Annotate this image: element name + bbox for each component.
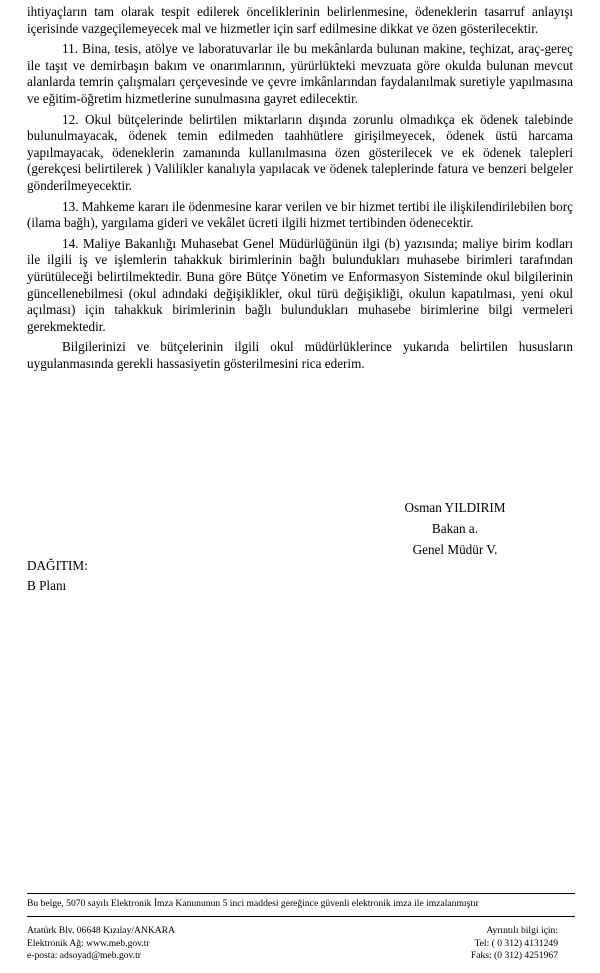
signature-block	[395, 497, 515, 560]
distribution-heading: DAĞITIM:	[27, 558, 88, 573]
paragraph-11: 11. Bina, tesis, atölye ve laboratuvarlar ile bu mekânlarda bulunan makine, teçhizat, araç-gereç ile taşıt ve demirbaşın bakım ve onarımlarının, yürürlükteki mevzuata göre okulda bulunan mevcut alanlarda temrin çalışmaları çerçevesinde ve çevre imkânlarından faydalanılmak suretiyle yapılmasına ve eğitim-öğretim hizmetlerine sunulmasına gayret edilecektir.	[27, 41, 573, 106]
website-link[interactable]: Elektronik Ağ: www.meb.gov.tr	[27, 937, 150, 949]
signatory-name: Osman YILDIRIM	[404, 500, 506, 515]
paragraph-12: 12. Okul bütçelerinde belirtilen miktarların dışında zorunlu olmadıkça ek ödenek talebinde bulunulmayacak, ödenek temin edilmeden taahhütlere girişilmeyecek, ödenek üstü harcama yapılmayacak, ödeneklerin zamanında kullanılmasına özen gösterilecek ve ek ödenek talepleri (gerekçesi belirtilerek ) Valilikler kanalıyla yapılacak ve ödenek taleplerinde fatura ve benzeri belgeler gönderilmeyecektir.	[27, 111, 573, 193]
signatory-line-2: Genel Müdür V.	[412, 542, 498, 557]
distribution-item: B Planı	[27, 578, 67, 593]
fax-number: Faks: (0 312) 4251967	[470, 950, 558, 961]
email-link[interactable]: e-posta: adsoyad@meb.gov.tr	[27, 950, 141, 961]
paragraph-14: 14. Maliye Bakanlığı Muhasebat Genel Müdürlüğünün ilgi (b) yazısında; maliye birim kodları ile ilgili iş ve işlemlerin tahakkuk birimlerinin bağlı bulundukları muhasebe birimleri tarafından yürütüleceği belirtilmektedir. Buna göre Bütçe Yönetim ve Enformasyon Sisteminde okul bilgilerinin güncellenebilmesi (okul adındaki değişiklikler, okul türü değişikliği, okulun kapatılması, yeni okul açılması) için tahakkuk birimlerinin bağlı bulundukları muhasebe birimlerine bilgi vermeleri gerekmektedir.	[27, 235, 573, 334]
phone-number: Tel: ( 0 312) 4131249	[474, 937, 558, 949]
footer-divider-bottom	[27, 916, 575, 917]
contact-address-block	[27, 925, 175, 963]
signatory-line-1: Bakan a.	[431, 521, 479, 536]
footer-divider-top	[27, 893, 575, 894]
contact-phone-block	[471, 925, 558, 963]
info-label: Ayrıntılı bilgi için:	[486, 925, 558, 936]
esign-note: Bu belge, 5070 sayılı Elektronik İmza Kanununun 5 inci maddesi gereğince güvenli elektronik imza ile imzalanmıştır	[27, 898, 479, 909]
paragraph-closing: Bilgilerinizi ve bütçelerinin ilgili okul müdürlüklerince yukarıda belirtilen hususların uygulanmasında gerekli hassasiyetin gösterilmesini rica ederim.	[27, 339, 573, 371]
paragraph-intro: ihtiyaçların tam olarak tespit edilerek önceliklerinin belirlenmesine, ödeneklerin tasarruf anlayışı içerisinde vazgeçilemeyecek mal ve hizmetler için sarf edilmesine dikkat ve özen gösterilecektir.	[27, 4, 573, 36]
paragraph-13: 13. Mahkeme kararı ile ödenmesine karar verilen ve bir hizmet tertibi ile ilişkilendirilebilen borç (ilama bağlı), yargılama gideri ve vekâlet ücreti ilgili hizmet tertibinden ödenecektir.	[27, 198, 573, 231]
address-line: Atatürk Blv. 06648 Kızılay/ANKARA	[27, 925, 176, 936]
distribution-block	[27, 556, 88, 596]
document-body	[27, 4, 573, 376]
